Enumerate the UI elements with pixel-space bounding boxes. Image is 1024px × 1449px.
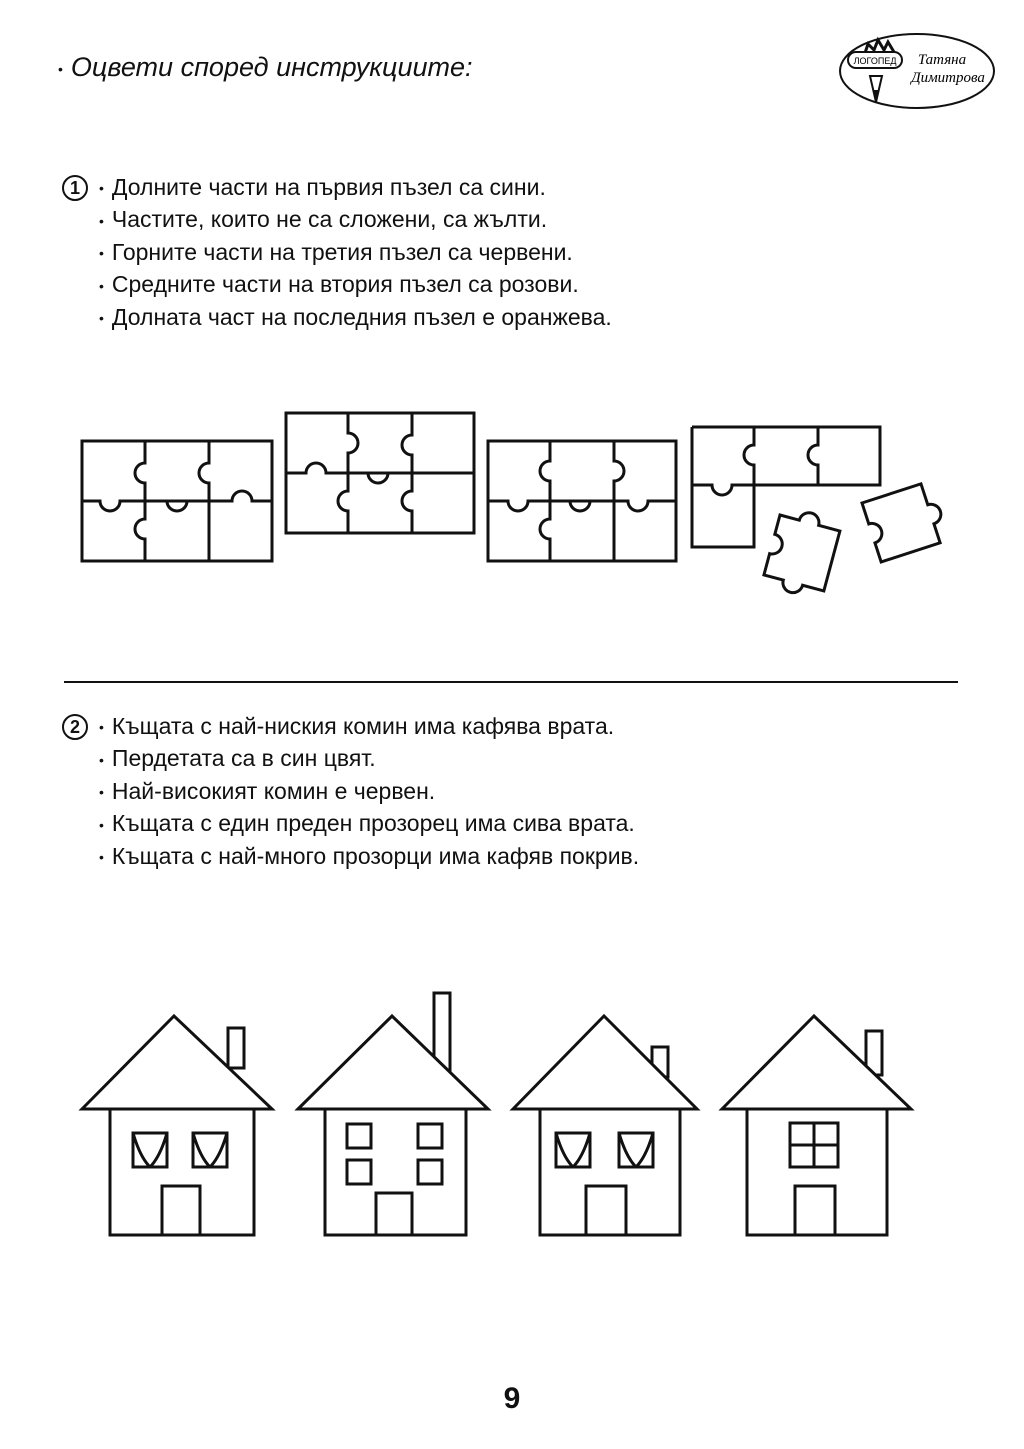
puzzle-1: [82, 441, 272, 561]
logo-tag-text: ЛОГОПЕД: [853, 56, 897, 66]
house-1: [82, 1016, 272, 1235]
exercise-2-item: • Най-високият комин е червен.: [99, 776, 639, 808]
page-number: 9: [503, 1382, 521, 1415]
door: [162, 1186, 200, 1235]
bullet: •: [58, 60, 63, 77]
exercise-1-item: • Горните части на третия пъзел са червени.: [99, 237, 612, 269]
loose-piece: [761, 505, 842, 600]
house-2: [298, 993, 488, 1235]
cross-window: [790, 1123, 838, 1167]
puzzles-illustration: [0, 405, 1024, 605]
exercise-2-item: • Къщата с най-много прозорци има кафяв покрив.: [99, 841, 639, 873]
curtained-window: [556, 1133, 590, 1167]
exercise-1-item: • Долните части на първия пъзел са сини.: [99, 172, 612, 204]
door: [376, 1193, 412, 1235]
exercise-1-item: • Долната част на последния пъзел е оранжева.: [99, 302, 612, 334]
puzzle-4: [692, 427, 880, 547]
houses-illustration: [0, 985, 1024, 1245]
logo-last-name: Димитрова: [911, 70, 985, 86]
section-divider: [64, 681, 958, 683]
house-3: [513, 1016, 697, 1235]
loose-piece: [862, 481, 950, 562]
instruction-text: Оцвети според инструкциите:: [70, 52, 473, 82]
curtained-window: [619, 1133, 653, 1167]
exercise-2-item: • Пердетата са в син цвят.: [99, 743, 639, 775]
exercise-1-item: • Средните части на втория пъзел са розови.: [99, 269, 612, 301]
puzzle-3: [488, 441, 676, 561]
instruction-heading: [58, 52, 473, 83]
door: [586, 1186, 626, 1235]
curtained-window: [193, 1133, 227, 1167]
exercise-2-instructions: [99, 711, 639, 873]
logo-first-name: Татяна: [917, 52, 967, 68]
door: [795, 1186, 835, 1235]
exercise-2-item: • Къщата с най-ниския комин има кафява врата.: [99, 711, 639, 743]
exercise-1-number: 1: [62, 175, 88, 201]
exercise-1-item: • Частите, които не са сложени, са жълти.: [99, 204, 612, 236]
house-4: [722, 1016, 911, 1235]
exercise-1-instructions: [99, 172, 612, 334]
puzzle-2: [286, 413, 474, 533]
exercise-2-item: • Къщата с един преден прозорец има сива врата.: [99, 808, 639, 840]
speech-therapist-logo: [838, 32, 996, 110]
curtained-window: [133, 1133, 167, 1167]
exercise-2-number: 2: [62, 714, 88, 740]
